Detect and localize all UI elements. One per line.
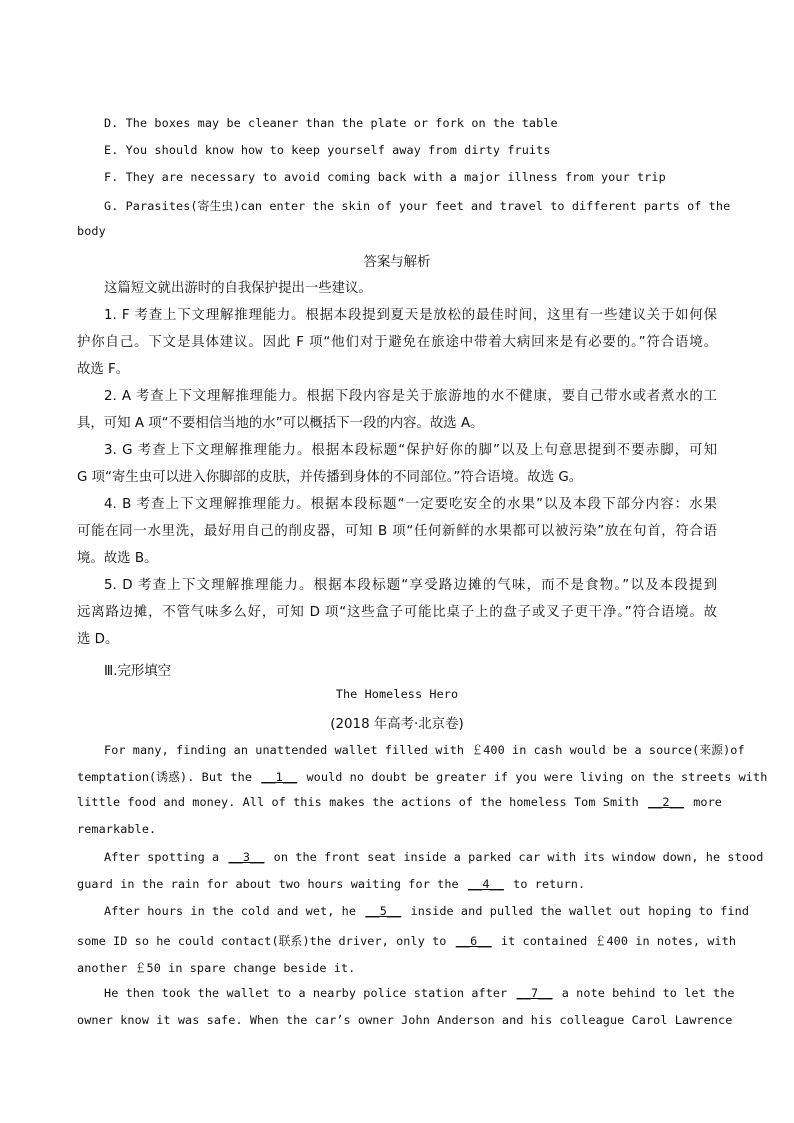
answer-5-line1: 5. D 考查上下文理解推理能力。根据本段标题“享受路边摊的气味，而不是食物。”以及本段提到: [104, 578, 717, 593]
blank-1: __1__: [261, 770, 298, 784]
passage-source: (2018 年高考·北京卷): [330, 717, 464, 732]
option-e: E. You should know how to keep yourself away from dirty fruits: [104, 143, 551, 157]
cloze-p3-line2: some ID so he could contact(联系)the driver, only to __6__ it contained ￡400 in notes, with: [77, 934, 737, 948]
answer-2-line1: 2. A 考查上下文理解推理能力。根据下段内容是关于旅游地的水不健康，要自己带水或者煮水的工: [104, 389, 717, 404]
cloze-p2-line2: guard in the rain for about two hours waiting for the __4__ to return.: [77, 877, 586, 891]
answer-4-line2: 可能在同一水里洗，最好用自己的削皮器，可知 B 项“任何新鲜的水果都可以被污染”放在句首，符合语: [77, 524, 717, 539]
answer-1-line2: 护你自己。下文是具体建议。因此 F 项“他们对于避免在旅途中带着大病回来是有必要的。”符合语境。: [77, 335, 717, 350]
cloze-p4-line2: owner know it was safe. When the car’s owner John Anderson and his colleague Carol Lawrence: [77, 1013, 733, 1027]
answer-4-line3: 境。故选 B。: [77, 551, 158, 566]
option-d: D. The boxes may be cleaner than the plate or fork on the table: [104, 116, 558, 130]
blank-2: __2__: [647, 795, 684, 809]
blank-6: __6__: [455, 934, 492, 948]
cloze-p1-line1: For many, finding an unattended wallet filled with ￡400 in cash would be a source(来源)of: [104, 743, 745, 757]
answer-3-line1: 3. G 考查上下文理解推理能力。根据本段标题“保护好你的脚”以及上句意思提到不要赤脚，可知: [104, 443, 717, 458]
cloze-p1-line3: little food and money. All of this makes the actions of the homeless Tom Smith __2__ more: [77, 795, 723, 809]
answer-1-line3: 故选 F。: [77, 362, 130, 377]
cloze-p3-line1: After hours in the cold and wet, he __5__ inside and pulled the wallet out hoping to find: [104, 904, 750, 918]
answer-5-line2: 远离路边摊，不管气味多么好，可知 D 项“这些盒子可能比桌子上的盘子或叉子更干净。”符合语境。故: [77, 605, 717, 620]
answer-5-line3: 选 D。: [77, 632, 119, 647]
cloze-p4-line1: He then took the wallet to a nearby police station after __7__ a note behind to let the: [104, 986, 735, 1000]
answer-4-line1: 4. B 考查上下文理解推理能力。根据本段标题“一定要吃安全的水果”以及本段下部分内容：水果: [104, 497, 717, 512]
answer-3-line2: G 项“寄生虫可以进入你脚部的皮肤，并传播到身体的不同部位。”符合语境。故选 G。: [77, 470, 583, 485]
section-heading: Ⅲ.完形填空: [104, 664, 172, 679]
blank-5: __5__: [365, 904, 402, 918]
blank-4: __4__: [467, 877, 504, 891]
passage-title: The Homeless Hero: [335, 687, 459, 701]
cloze-p2-line1: After spotting a __3__ on the front seat inside a parked car with its window down, he stood: [104, 850, 764, 864]
option-g-line2: body: [77, 224, 106, 238]
answer-2-line2: 具，可知 A 项“不要相信当地的水”可以概括下一段的内容。故选 A。: [77, 416, 484, 431]
answer-1-line1: 1. F 考查上下文理解推理能力。根据本段提到夏天是放松的最佳时间，这里有一些建议关于如何保: [104, 308, 717, 323]
blank-3: __3__: [228, 850, 265, 864]
option-g-line1: G. Parasites(寄生虫)can enter the skin of your feet and travel to different parts of the: [104, 199, 731, 213]
option-f: F. They are necessary to avoid coming back with a major illness from your trip: [104, 170, 666, 184]
cloze-p3-line3: another ￡50 in spare change beside it.: [77, 961, 356, 975]
cloze-p1-line2: temptation(诱惑). But the __1__ would no doubt be greater if you were living on the streets with: [77, 770, 768, 784]
cloze-p1-line4: remarkable.: [77, 822, 157, 836]
answers-title: 答案与解析: [363, 255, 431, 270]
answers-summary: 这篇短文就出游时的自我保护提出一些建议。: [104, 281, 372, 296]
blank-7: __7__: [516, 986, 553, 1000]
